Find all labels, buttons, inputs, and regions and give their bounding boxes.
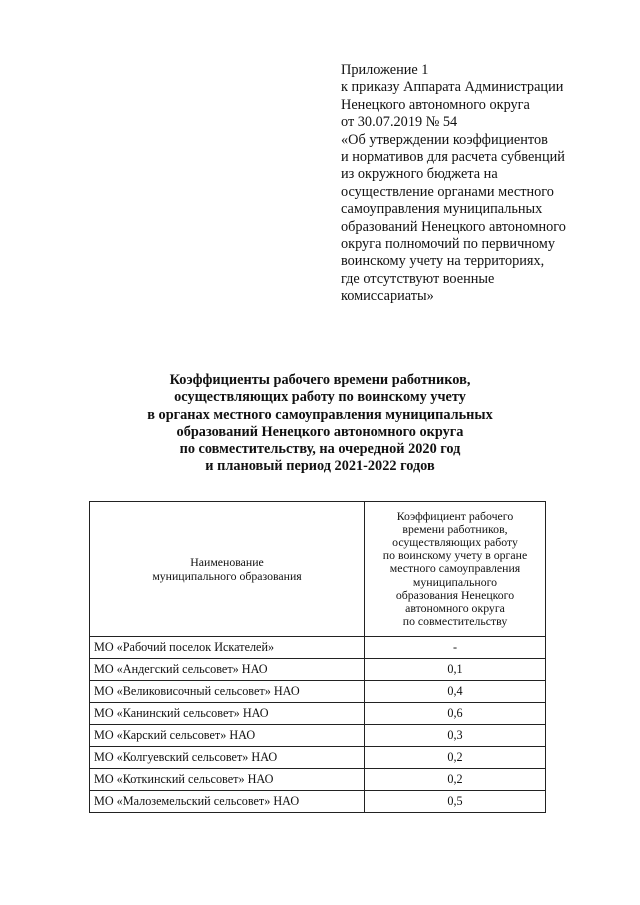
- table-row: [90, 747, 546, 769]
- appendix-line: образований Ненецкого автономного: [341, 218, 566, 235]
- header-municipality-name: [90, 502, 365, 637]
- table-row: [90, 769, 546, 791]
- header-line: по воинскому учету в органе: [382, 548, 528, 563]
- municipality-name: МО «Канинский сельсовет» НАО: [90, 703, 365, 725]
- header-line: по совместительству: [402, 614, 508, 629]
- header-line: времени работников,: [402, 521, 508, 536]
- coefficient-value: -: [365, 637, 546, 659]
- title-line: осуществляющих работу по воинскому учету: [174, 389, 466, 406]
- appendix-block: [341, 62, 631, 306]
- coefficient-value: 0,6: [365, 703, 546, 725]
- appendix-line: из окружного бюджета на: [341, 166, 498, 183]
- municipality-name: МО «Рабочий поселок Искателей»: [90, 637, 365, 659]
- table-row: [90, 681, 546, 703]
- appendix-line: воинскому учету на территориях,: [341, 253, 545, 270]
- title-line: Коэффициенты рабочего времени работников,: [169, 372, 471, 388]
- municipality-name: МО «Карский сельсовет» НАО: [90, 725, 365, 747]
- appendix-line: от 30.07.2019 № 54: [341, 114, 458, 131]
- coefficient-value: 0,2: [365, 747, 546, 769]
- municipality-name: МО «Колгуевский сельсовет» НАО: [90, 747, 365, 769]
- table-header-row: [90, 502, 546, 637]
- table-row: [90, 703, 546, 725]
- appendix-line: где отсутствуют военные: [341, 270, 495, 287]
- title-line: в органах местного самоуправления муниципальных: [147, 406, 493, 423]
- appendix-line: Приложение 1: [341, 62, 429, 78]
- coefficient-value: 0,2: [365, 769, 546, 791]
- coefficient-value: 0,5: [365, 791, 546, 813]
- coefficients-table: [89, 501, 546, 813]
- table-row: [90, 725, 546, 747]
- header-line: Коэффициент рабочего: [396, 508, 514, 523]
- coefficient-value: 0,4: [365, 681, 546, 703]
- header-line: муниципального образования: [152, 569, 302, 583]
- table-row: [90, 659, 546, 681]
- table-row: [90, 637, 546, 659]
- header-line: осуществляющих работу: [392, 534, 518, 549]
- title-line: и плановый период 2021-2022 годов: [205, 458, 435, 475]
- municipality-name: МО «Андегский сельсовет» НАО: [90, 659, 365, 681]
- appendix-line: Ненецкого автономного округа: [341, 96, 530, 113]
- appendix-line: округа полномочий по первичному: [341, 236, 555, 253]
- appendix-line: и нормативов для расчета субвенций: [341, 149, 565, 166]
- header-line: муниципального: [412, 574, 498, 589]
- coefficient-value: 0,1: [365, 659, 546, 681]
- header-line: автономного округа: [405, 601, 505, 615]
- document-title: [90, 372, 550, 476]
- table-row: [90, 791, 546, 813]
- title-line: по совместительству, на очередной 2020 год: [179, 441, 461, 458]
- appendix-line: комиссариаты»: [341, 288, 434, 305]
- header-line: образования Ненецкого: [395, 587, 515, 602]
- appendix-line: «Об утверждении коэффициентов: [341, 131, 548, 148]
- coefficient-value: 0,3: [365, 725, 546, 747]
- municipality-name: МО «Малоземельский сельсовет» НАО: [90, 791, 365, 813]
- municipality-name: МО «Великовисочный сельсовет» НАО: [90, 681, 365, 703]
- appendix-line: осуществление органами местного: [341, 183, 554, 200]
- appendix-line: к приказу Аппарата Администрации: [341, 79, 564, 96]
- title-line: образований Ненецкого автономного округа: [176, 423, 464, 440]
- header-line: местного самоуправления: [389, 561, 521, 576]
- appendix-line: самоуправления муниципальных: [341, 201, 543, 218]
- municipality-name: МО «Коткинский сельсовет» НАО: [90, 769, 365, 791]
- header-coefficient: [365, 502, 546, 637]
- header-line: Наименование: [190, 554, 264, 569]
